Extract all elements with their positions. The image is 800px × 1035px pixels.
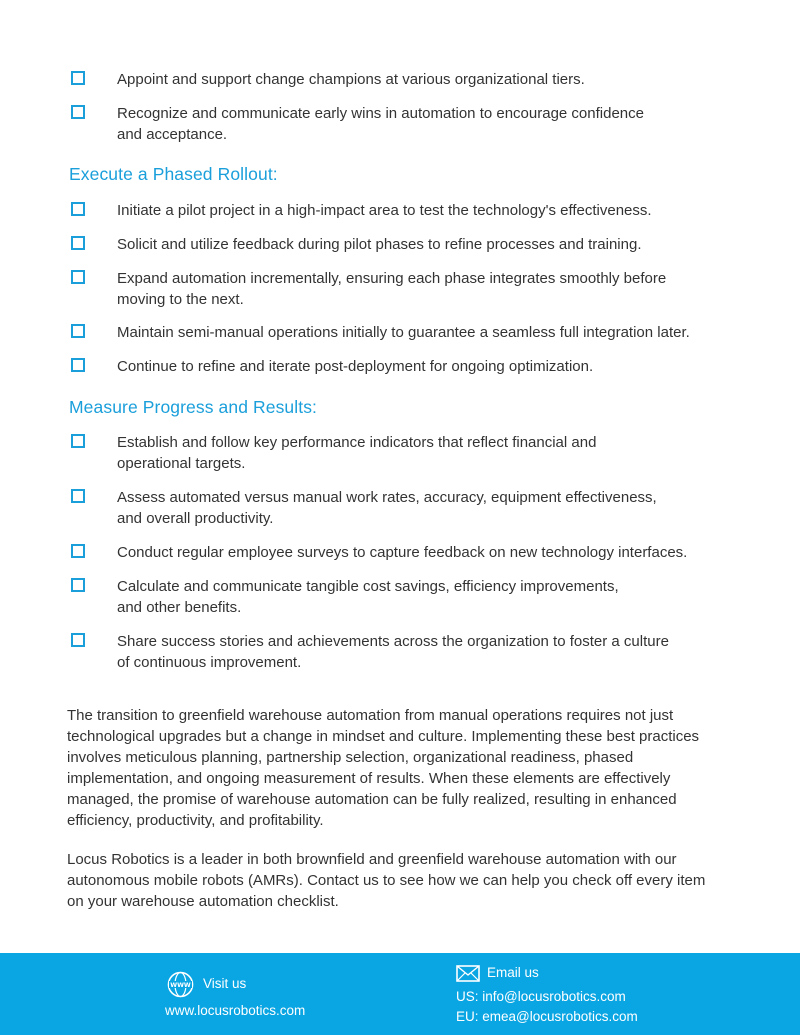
checklist-item-text: Solicit and utilize feedback during pilot phases to refine processes and training. xyxy=(117,236,642,253)
checklist-item-line: Share success stories and achievements across the organization to foster a culture xyxy=(117,633,669,650)
conclusion-paragraph xyxy=(67,705,737,831)
checklist-item-text xyxy=(117,631,717,673)
checkbox[interactable] xyxy=(71,544,85,558)
checkbox[interactable] xyxy=(71,358,85,372)
checklist-item-text: Maintain semi-manual operations initially to guarantee a seamless full integration later. xyxy=(117,324,690,341)
mail-icon xyxy=(456,965,480,982)
paragraph-line: technological upgrades but a change in mindset and culture. Implementing these best practices xyxy=(67,728,700,745)
footer-bar xyxy=(0,953,800,1035)
checklist-item-text xyxy=(117,576,717,618)
checklist-item-text xyxy=(117,103,717,145)
paragraph-line: autonomous mobile robots (AMRs). Contact us to see how we can help you check off every item xyxy=(67,872,706,889)
checklist-item-text: Continue to refine and iterate post-deployment for ongoing optimization. xyxy=(117,358,594,375)
checkbox[interactable] xyxy=(71,202,85,216)
checklist-item-text xyxy=(117,268,717,310)
email-us-link[interactable]: US: info@locusrobotics.com xyxy=(456,989,626,1004)
checklist-item-line: operational targets. xyxy=(117,455,246,472)
paragraph-line: involves meticulous planning, partnership selection, organizational readiness, phased xyxy=(67,749,634,766)
checklist-item-line: and other benefits. xyxy=(117,599,242,616)
checklist-item-text xyxy=(117,432,717,474)
paragraph-line: Locus Robotics is a leader in both brownfield and greenfield warehouse automation with our xyxy=(67,851,677,868)
paragraph-line: efficiency, productivity, and profitability. xyxy=(67,812,324,829)
visit-us-label: Visit us xyxy=(203,976,247,991)
checklist-item-line: moving to the next. xyxy=(117,291,244,308)
paragraph-line: on your warehouse automation checklist. xyxy=(67,893,339,910)
globe-icon-label: WWW xyxy=(170,982,191,989)
checklist-item-line: Expand automation incrementally, ensuring each phase integrates smoothly before xyxy=(117,270,667,287)
section-heading-measure-progress: Measure Progress and Results: xyxy=(69,397,318,417)
checkbox[interactable] xyxy=(71,324,85,338)
website-link[interactable]: www.locusrobotics.com xyxy=(165,1003,306,1018)
checkbox[interactable] xyxy=(71,489,85,503)
email-eu-link[interactable]: EU: emea@locusrobotics.com xyxy=(456,1009,638,1024)
checklist-item-line: Assess automated versus manual work rates, accuracy, equipment effectiveness, xyxy=(117,489,657,506)
globe-icon xyxy=(167,971,194,998)
checkbox[interactable] xyxy=(71,105,85,119)
section-heading-phased-rollout: Execute a Phased Rollout: xyxy=(69,164,278,184)
checkbox[interactable] xyxy=(71,270,85,284)
checklist-item-line: Establish and follow key performance indicators that reflect financial and xyxy=(117,434,597,451)
checklist-item-text: Conduct regular employee surveys to capture feedback on new technology interfaces. xyxy=(117,544,688,561)
checkbox[interactable] xyxy=(71,633,85,647)
checklist-item-line: and overall productivity. xyxy=(117,510,274,527)
paragraph-line: implementation, and ongoing measurement of results. When these elements are effectively xyxy=(67,770,671,787)
checkbox[interactable] xyxy=(71,578,85,592)
checkbox[interactable] xyxy=(71,71,85,85)
checklist-item-line: Recognize and communicate early wins in automation to encourage confidence xyxy=(117,105,644,122)
checklist-item-text xyxy=(117,487,717,529)
email-us-label: Email us xyxy=(487,965,539,980)
paragraph-line: managed, the promise of warehouse automation can be fully realized, resulting in enhanced xyxy=(67,791,677,808)
checklist-item-text: Initiate a pilot project in a high-impact area to test the technology's effectiveness. xyxy=(117,202,652,219)
checkbox[interactable] xyxy=(71,236,85,250)
checklist-item-line: Calculate and communicate tangible cost savings, efficiency improvements, xyxy=(117,578,619,595)
about-paragraph xyxy=(67,849,737,912)
checklist-item-line: and acceptance. xyxy=(117,126,228,143)
paragraph-line: The transition to greenfield warehouse automation from manual operations requires not just xyxy=(67,707,674,724)
checkbox[interactable] xyxy=(71,434,85,448)
checklist-item-line: of continuous improvement. xyxy=(117,654,302,671)
checklist-item-text: Appoint and support change champions at various organizational tiers. xyxy=(117,71,585,88)
